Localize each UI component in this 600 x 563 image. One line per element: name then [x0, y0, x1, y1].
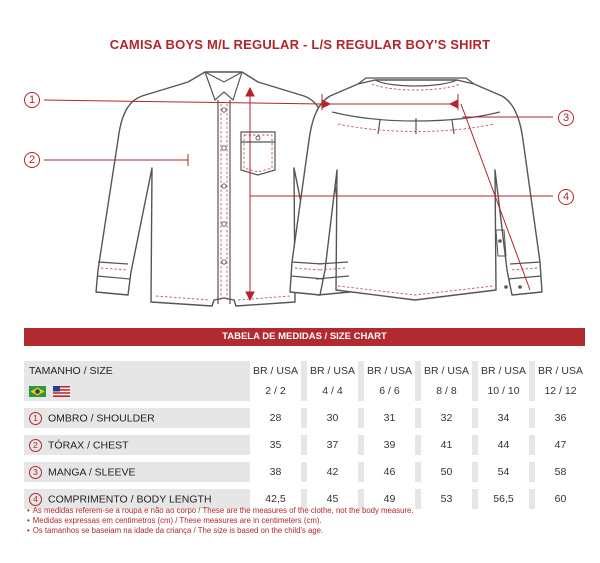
brazil-flag-icon [29, 386, 46, 397]
row-label: TÓRAX / CHEST [48, 438, 129, 451]
table-header-row [24, 361, 586, 381]
table-cell: 30 [307, 408, 358, 428]
table-cell: 31 [364, 408, 415, 428]
column-header: BR / USA [250, 361, 301, 381]
table-cell: 46 [364, 462, 415, 482]
table-cell: 56,5 [478, 489, 529, 509]
row-label: MANGA / SLEEVE [48, 465, 136, 478]
table-cell: 41 [421, 435, 472, 455]
table-cell: 39 [364, 435, 415, 455]
size-chart-heading: TABELA DE MEDIDAS / SIZE CHART [24, 328, 585, 346]
table-cell: 38 [250, 462, 301, 482]
column-header: BR / USA [421, 361, 472, 381]
table-cell: 36 [535, 408, 586, 428]
row-number-badge: 2 [29, 439, 42, 452]
page-title: CAMISA BOYS M/L REGULAR - L/S REGULAR BOY'S SHIRT [109, 37, 491, 52]
table-cell: 53 [421, 489, 472, 509]
size-value: 4 / 4 [307, 381, 358, 401]
size-value: 6 / 6 [364, 381, 415, 401]
marker-3: 3 [558, 110, 574, 126]
table-cell: 60 [535, 489, 586, 509]
size-value: 10 / 10 [478, 381, 529, 401]
row-number-badge: 1 [29, 412, 42, 425]
footnote: • Medidas expressas em centimetros (cm) / These measures are in centimeters (cm). [27, 516, 322, 526]
table-row-shoulder [24, 408, 586, 428]
row-number-badge: 3 [29, 466, 42, 479]
column-header: BR / USA [364, 361, 415, 381]
table-cell: 45 [307, 489, 358, 509]
row-label: COMPRIMENTO / BODY LENGTH [48, 492, 212, 505]
table-cell: 28 [250, 408, 301, 428]
marker-1: 1 [24, 92, 40, 108]
table-row-chest [24, 435, 586, 455]
table-cell: 58 [535, 462, 586, 482]
table-cell: 44 [478, 435, 529, 455]
row-label: OMBRO / SHOULDER [48, 411, 155, 424]
footnotes [27, 506, 414, 537]
column-header: BR / USA [307, 361, 358, 381]
flags-cell [24, 381, 244, 401]
size-value: 2 / 2 [250, 381, 301, 401]
table-cell: 47 [535, 435, 586, 455]
table-cell: 35 [250, 435, 301, 455]
table-cell: 42 [307, 462, 358, 482]
table-cell: 37 [307, 435, 358, 455]
table-cell: 32 [421, 408, 472, 428]
table-cell: 42,5 [250, 489, 301, 509]
table-cell: 34 [478, 408, 529, 428]
table-size-row [24, 381, 586, 401]
table-row-sleeve [24, 462, 586, 482]
size-chart-table [24, 361, 586, 509]
footnote: • Os tamanhos se baseiam na idade da criança / The size is based on the child's age. [27, 526, 324, 536]
column-header: BR / USA [478, 361, 529, 381]
table-cell: 50 [421, 462, 472, 482]
size-label: TAMANHO / SIZE [24, 361, 244, 381]
footnote: • As medidas referem-se a roupa e não ao corpo / These are the measures of the clothe, not the body measure. [27, 506, 414, 515]
size-value: 8 / 8 [421, 381, 472, 401]
table-cell: 49 [364, 489, 415, 509]
usa-flag-icon [53, 386, 70, 397]
marker-4: 4 [558, 189, 574, 205]
table-cell: 54 [478, 462, 529, 482]
column-header: BR / USA [535, 361, 586, 381]
size-value: 12 / 12 [535, 381, 586, 401]
marker-2: 2 [24, 152, 40, 168]
row-number-badge: 4 [29, 493, 42, 506]
